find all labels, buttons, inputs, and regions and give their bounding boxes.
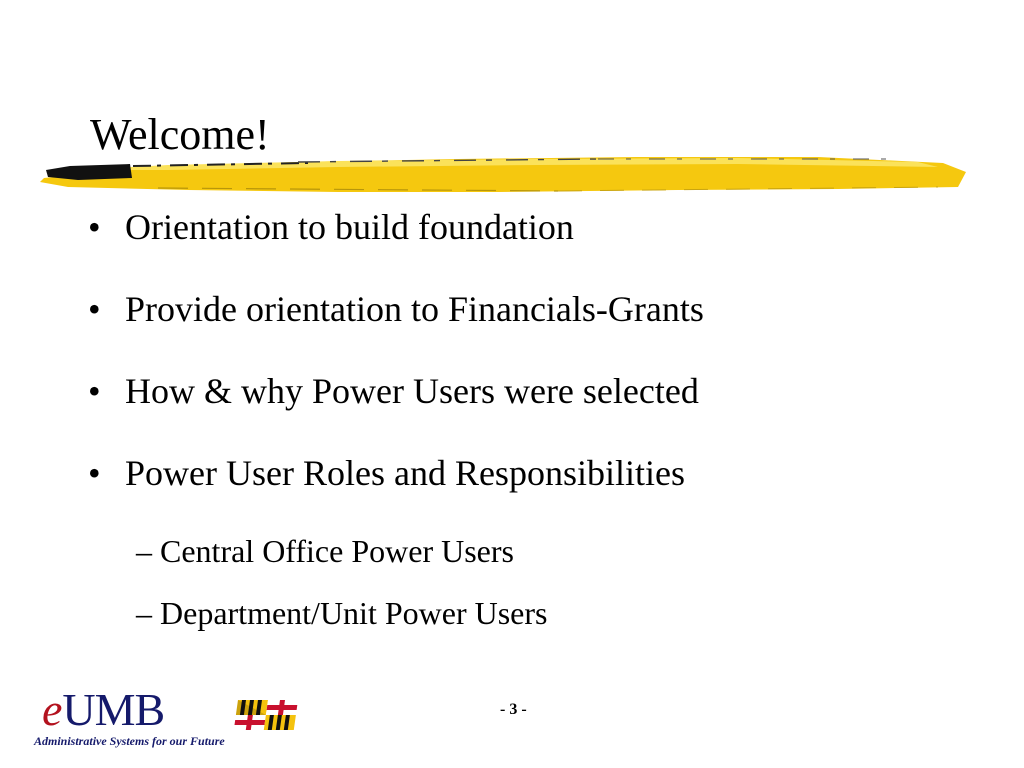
- page-number: - 3 -: [500, 701, 527, 718]
- slide-title: Welcome!: [90, 110, 270, 159]
- bullet-text: How & why Power Users were selected: [125, 371, 699, 411]
- bullet-mark: •: [88, 453, 101, 493]
- logo-letter-e: e: [42, 684, 63, 735]
- bullet-text: Provide orientation to Financials-Grants: [125, 289, 704, 329]
- bullet-item: [88, 205, 988, 249]
- bullet-mark: •: [88, 371, 101, 411]
- bullet-item: [88, 451, 988, 495]
- eumb-logo: [32, 684, 322, 756]
- bullet-item: [88, 287, 988, 331]
- logo-letters-umb: UMB: [62, 684, 165, 735]
- bullet-item: [88, 369, 988, 413]
- bullet-text: Orientation to build foundation: [125, 207, 574, 247]
- sub-bullet-item: – Department/Unit Power Users: [136, 595, 548, 631]
- bullet-mark: •: [88, 289, 101, 329]
- logo-tagline: Administrative Systems for our Future: [34, 734, 225, 748]
- logo-wordmark: [42, 684, 164, 736]
- bullet-text: Power User Roles and Responsibilities: [125, 453, 685, 493]
- title-underline-brush-stroke: [38, 150, 968, 198]
- bullet-mark: •: [88, 207, 101, 247]
- sub-bullet-list: [136, 532, 547, 656]
- maryland-flag-icon: [234, 700, 298, 730]
- sub-bullet-item: – Central Office Power Users: [136, 533, 514, 569]
- bullet-list: [88, 205, 988, 533]
